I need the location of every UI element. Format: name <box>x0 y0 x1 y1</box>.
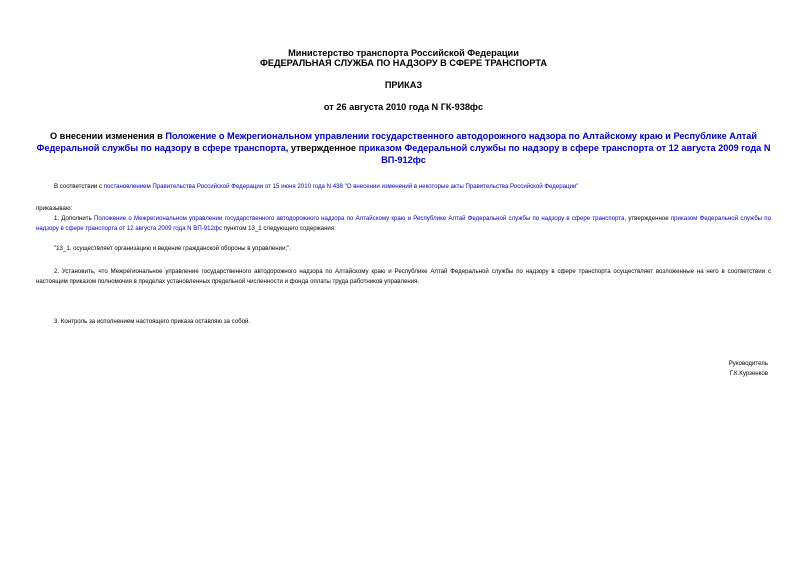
basis-prefix: В соответствии с <box>54 183 104 190</box>
document-title <box>36 130 771 166</box>
signature-role: Руководитель <box>728 360 768 367</box>
item-1-link-regulation[interactable]: Положение о Межрегиональном управлении государственного автодорожного надзора по Алтайскому краю и Республике Алтай Федеральной службы по надзору в сфере транспорта <box>93 215 625 222</box>
signature-name: Г.К.Курзенков <box>729 370 768 377</box>
item-2-paragraph: 2. Установить, что Межрегиональное управление государственного автодорожного надзора по Алтайскому краю и Республике Алтай Федеральной службы по надзору в сфере транспорта осуществляет возложенные на него в соответствии с настоящим приказом полномочия в пределах установленных предельной численности и фонда оплаты труда работников управления. <box>36 268 771 285</box>
title-link-regulation[interactable]: Положение о Межрегиональном управлении государственного автодорожного надзора по Алтайскому краю и Республике Алтай Федеральной службы по надзору в сфере транспорта <box>36 131 758 153</box>
item-1-link-order[interactable]: приказом Федеральной службы по надзору в сфере транспорта от 12 августа 2009 года N ВП-912фс <box>36 215 771 232</box>
basis-link-resolution[interactable]: постановлением Правительства Российской Федерации от 15 июня 2010 года N 438 "О внесении изменений в некоторые акты Правительства Российской Федерации" <box>103 183 579 190</box>
service-name: ФЕДЕРАЛЬНАЯ СЛУЖБА ПО НАДЗОРУ В СФЕРЕ ТРАНСПОРТА <box>260 58 547 68</box>
item-1-suffix: пунктом 13_1 следующего содержания: <box>221 225 336 232</box>
item-1-middle: , утвержденное <box>624 215 671 222</box>
document-date-number: от 26 августа 2010 года N ГК-938фс <box>323 102 484 112</box>
title-prefix: О внесении изменения в <box>49 131 166 141</box>
basis-paragraph <box>36 182 771 192</box>
item-3-paragraph: 3. Контроль за исполнением настоящего приказа оставляю за собой. <box>54 318 251 325</box>
item-1-paragraph <box>36 214 771 234</box>
item-1-prefix: 1. Дополнить <box>54 215 94 222</box>
orders-line: приказываю: <box>36 205 73 212</box>
document-type: ПРИКАЗ <box>384 80 423 90</box>
title-middle: , утвержденное <box>285 143 359 153</box>
item-1-quote: "13_1. осуществляет организацию и ведение гражданской обороны в управлении;". <box>54 245 292 252</box>
ministry-name: Министерство транспорта Российской Федерации <box>288 48 519 58</box>
title-link-order[interactable]: приказом Федеральной службы по надзору в сфере транспорта от 12 августа 2009 года N ВП-912фс <box>358 143 771 165</box>
